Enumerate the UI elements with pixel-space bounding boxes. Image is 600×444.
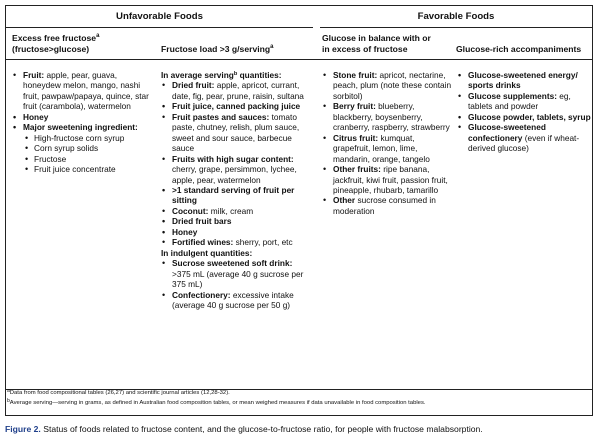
column-header-glucose-balance: Glucose in balance with or in excess of fructose bbox=[322, 33, 431, 54]
list-item: • Glucose powder, tablets, syrup bbox=[457, 112, 591, 122]
list-item: • Stone fruit: apricot, nectarine, peach, plum (note these contain sorbitol) bbox=[322, 70, 452, 101]
group-header-unfavorable: Unfavorable Foods bbox=[116, 11, 203, 22]
list-item: • Glucose supplements: eg, tablets and powder bbox=[457, 91, 591, 112]
table-footnotes bbox=[7, 389, 583, 408]
list-item: • Corn syrup solids bbox=[12, 143, 157, 153]
list-item: • Berry fruit: blueberry, blackberry, boysenberry, cranberry, raspberry, strawberry bbox=[322, 101, 452, 132]
column-header-fructose-load: Fructose load >3 g/serving$^a$ bbox=[161, 44, 274, 54]
list-item: • Glucose-sweetened energy/ sports drinks bbox=[457, 70, 591, 91]
column-excess-free-fructose bbox=[12, 70, 157, 175]
section-label-average-serving: In average serving$^b$ quantities: bbox=[161, 70, 282, 80]
list-item: • Confectionery: excessive intake (average 40 g sucrose per 50 g) bbox=[161, 290, 312, 311]
column-glucose-rich bbox=[457, 70, 591, 154]
section-label-indulgent: In indulgent quantities: bbox=[161, 247, 253, 258]
list-item: • Glucose-sweetened confectionery (even if wheat-derived glucose) bbox=[457, 122, 591, 153]
list-item: • Sucrose sweetened soft drink: >375 mL (average 40 g sucrose per 375 mL) bbox=[161, 258, 312, 289]
list-item: • Fructose bbox=[12, 154, 157, 164]
list-item: • Dried fruit bars bbox=[161, 216, 312, 226]
header-rule bbox=[6, 59, 592, 60]
list-item: • Major sweetening ingredient: bbox=[12, 122, 157, 132]
list-item: • Citrus fruit: kumquat, grapefruit, lemon, lime, mandarin, orange, tangelo bbox=[322, 133, 452, 164]
list-item: • Honey bbox=[12, 112, 157, 122]
footnote-a: $^a$Data from food compositional tables (26,27) and scientific journal articles (12,28-32). bbox=[7, 388, 230, 396]
figure-caption bbox=[5, 424, 595, 435]
list-item: • Other fruits: ripe banana, jackfruit, kiwi fruit, passion fruit, pineapple, rhubarb, tamarillo bbox=[322, 164, 452, 195]
caption-text: Status of foods related to fructose content, and the glucose-to-fructose ratio, for people with fructose malabsorption. bbox=[40, 424, 483, 434]
list-item: • Fruit pastes and sauces: tomato paste, chutney, relish, plum sauce, sweet and sour sauce, barbecue sauce bbox=[161, 112, 312, 154]
list-item: • Fruits with high sugar content: cherry, grape, persimmon, lychee, apple, pear, watermelon bbox=[161, 154, 312, 185]
list-item: • Other sucrose consumed in moderation bbox=[322, 195, 452, 216]
list-item: • High-fructose corn syrup bbox=[12, 133, 157, 143]
list-item: • Coconut: milk, cream bbox=[161, 206, 312, 216]
group-rule-favorable bbox=[320, 27, 592, 28]
list-item: • Fruit: apple, pear, guava, honeydew melon, mango, nashi fruit, pawpaw/papaya, quince, star fruit (carambola), watermelon bbox=[12, 70, 157, 112]
column-header-excess-free-fructose: Excess free fructose$^a$ (fructose>glucose) bbox=[12, 33, 100, 54]
list-item: • Fruit juice, canned packing juice bbox=[161, 101, 312, 111]
column-fructose-load bbox=[161, 70, 312, 310]
group-header-favorable: Favorable Foods bbox=[417, 11, 495, 22]
list-item: • Dried fruit: apple, apricot, currant, date, fig, pear, prune, raisin, sultana bbox=[161, 80, 312, 101]
figure-label: Figure 2. bbox=[5, 424, 41, 434]
food-status-table bbox=[5, 5, 593, 416]
footnote-b: $^b$Average serving—serving in grams, as defined in Australian food composition tables, or mean weighed measures if data unavailable in food composition tables. bbox=[7, 397, 426, 406]
group-rule-unfavorable bbox=[6, 27, 313, 28]
list-item: • Fortified wines: sherry, port, etc bbox=[161, 237, 312, 247]
list-item: • Fruit juice concentrate bbox=[12, 164, 157, 174]
column-header-glucose-rich: Glucose-rich accompaniments bbox=[456, 44, 582, 54]
list-item: • >1 standard serving of fruit per sitting bbox=[161, 185, 312, 206]
column-glucose-balance bbox=[322, 70, 452, 216]
list-item: • Honey bbox=[161, 227, 312, 237]
